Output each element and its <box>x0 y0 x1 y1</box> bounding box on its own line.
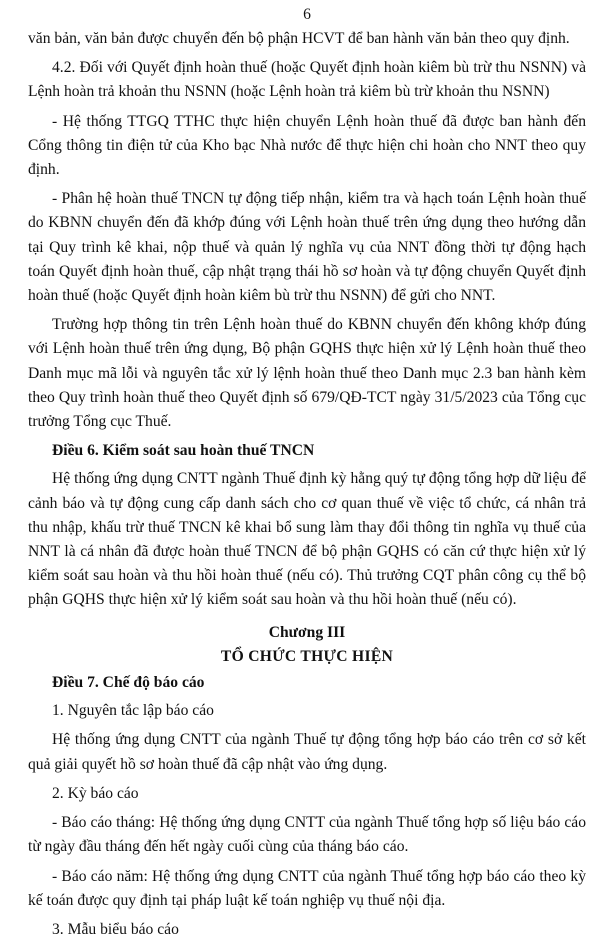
article-7-yearly-report: - Báo cáo năm: Hệ thống ứng dụng CNTT của ngành Thuế tổng hợp báo cáo theo kỳ kế toán được quy định tại pháp luật kế toán nghiệp vụ thuế nội địa. <box>28 867 586 909</box>
paragraph-tncn-subsystem: - Phân hệ hoàn thuế TNCN tự động tiếp nhận, kiểm tra và hạch toán Lệnh hoàn thuế do KBNN chuyển đến đã khớp đúng với Lệnh hoàn thuế trên ứng dụng theo hướng dẫn tại Quy trình kê khai, nộp thuế và quản lý nghĩa vụ của NNT đồng thời tự động hạch toán Quyết định hoàn thuế, cập nhật trạng thái hồ sơ hoàn và tự động chuyển Quyết định hoàn thuế (hoặc Quyết định hoàn kiêm bù trừ thu NSNN) để gửi cho NNT. <box>28 190 586 305</box>
paragraph-ttgq-system: - Hệ thống TTGQ TTHC thực hiện chuyển Lệnh hoàn thuế đã được ban hành đến Cổng thông tin điện tử của Kho bạc Nhà nước để thực hiện chi hoàn cho NNT theo quy định. <box>28 112 586 179</box>
paragraph-section-4-2: 4.2. Đối với Quyết định hoàn thuế (hoặc Quyết định hoàn kiêm bù trừ thu NSNN) và Lệnh hoàn trả khoản thu NSNN (hoặc Lệnh hoàn trả kiêm bù trừ khoản thu NSNN) <box>28 59 586 101</box>
article-6-heading: Điều 6. Kiểm soát sau hoàn thuế TNCN <box>52 442 315 460</box>
paragraph-continuation: văn bản, văn bản được chuyển đến bộ phận HCVT để ban hành văn bản theo quy định. <box>28 30 570 47</box>
chapter-label: Chương III <box>268 623 346 641</box>
article-7-monthly-report: - Báo cáo tháng: Hệ thống ứng dụng CNTT của ngành Thuế tổng hợp số liệu báo cáo từ ngày đầu tháng đến hết ngày cuối cùng của tháng báo cáo. <box>28 814 586 856</box>
article-7-item-1-title: 1. Nguyên tắc lập báo cáo <box>52 702 214 720</box>
article-7-item-1-body: Hệ thống ứng dụng CNTT của ngành Thuế tự động tổng hợp báo cáo trên cơ sở kết quả giải quyết hồ sơ hoàn thuế đã cập nhật vào ứng dụng. <box>28 731 586 773</box>
document-page <box>28 0 586 947</box>
paragraph-mismatch-case: Trường hợp thông tin trên Lệnh hoàn thuế do KBNN chuyển đến không khớp đúng với Lệnh hoàn thuế trên ứng dụng, Bộ phận GQHS thực hiện xử lý Lệnh hoàn thuế theo Danh mục mã lỗi và nguyên tắc xử lý lệnh hoàn thuế theo Danh mục 2.3 ban hành kèm theo Quy trình hoàn thuế theo Quyết định số 679/QĐ-TCT ngày 31/5/2023 của Tổng cục trưởng Tổng cục Thuế. <box>28 316 586 431</box>
page-number: 6 <box>303 6 311 23</box>
chapter-title: TỔ CHỨC THỰC HIỆN <box>220 647 394 665</box>
article-7-heading: Điều 7. Chế độ báo cáo <box>52 674 205 692</box>
article-7-item-3-title: 3. Mẫu biểu báo cáo <box>52 920 179 938</box>
article-6-body: Hệ thống ứng dụng CNTT ngành Thuế định kỳ hằng quý tự động tổng hợp dữ liệu để cảnh báo và tự động cung cấp danh sách cho cơ quan thuế về việc tổ chức, cá nhân trả thu nhập, khấu trừ thuế TNCN kê khai bổ sung làm thay đổi thông tin nghĩa vụ thuế của NNT là cá nhân đã được hoàn thuế TNCN để bộ phận GQHS có căn cứ thực hiện xử lý kiểm soát sau hoàn và thu hồi hoàn thuế (nếu có). Thủ trưởng CQT phân công cụ thể bộ phận GQHS thực hiện xử lý kiểm soát sau hoàn và thu hồi hoàn thuế (nếu có). <box>28 470 586 609</box>
article-7-item-2-title: 2. Kỳ báo cáo <box>52 784 139 802</box>
